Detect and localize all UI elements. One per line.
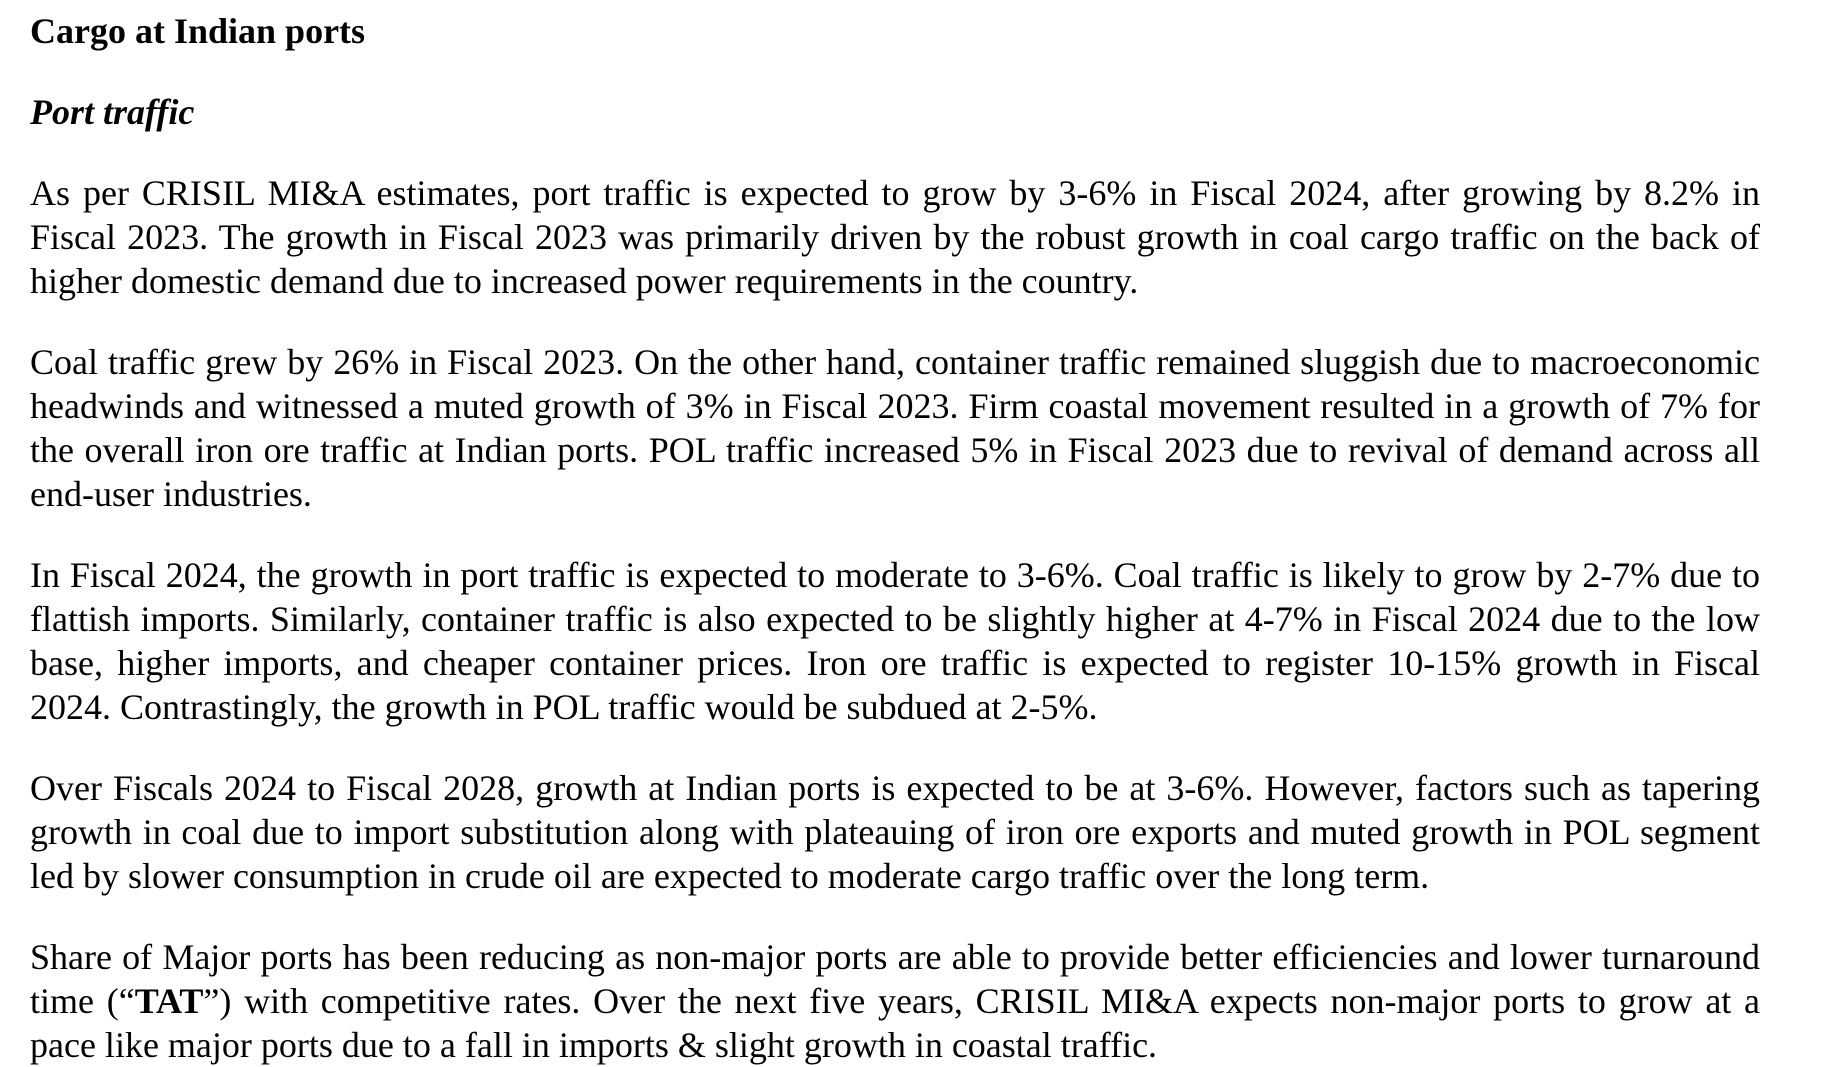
- paragraph-5-text-end: ”) with competitive rates. Over the next five years, CRISIL MI&A expects non-major ports to grow at a pace like major ports due to a fall in imports & slight growth in coastal traffic.: [30, 981, 1761, 1065]
- paragraph-2: Coal traffic grew by 26% in Fiscal 2023. On the other hand, container traffic remained sluggish due to macroeconomic headwinds and witnessed a muted growth of 3% in Fiscal 2023. Firm coastal movement resulted in a growth of 7% for the overall iron ore traffic at Indian ports. POL traffic increased 5% in Fiscal 2023 due to revival of demand across all end-user industries.: [30, 342, 1760, 514]
- paragraph-5-text-start: Share of Major ports has been reducing as non-major ports are able to provide better efficiencies and lower turnaround time (“: [30, 937, 1760, 1021]
- paragraph-3: In Fiscal 2024, the growth in port traffic is expected to moderate to 3-6%. Coal traffic is likely to grow by 2-7% due to flattish imports. Similarly, container traffic is also expected to be slightly higher at 4-7% in Fiscal 2024 due to the low base, higher imports, and cheaper container prices. Iron ore traffic is expected to register 10-15% growth in Fiscal 2024. Contrastingly, the growth in POL traffic would be subdued at 2-5%.: [30, 555, 1760, 727]
- tat-abbreviation: TAT: [134, 981, 204, 1021]
- document-title: Cargo at Indian ports: [30, 11, 366, 51]
- paragraph-4: Over Fiscals 2024 to Fiscal 2028, growth at Indian ports is expected to be at 3-6%. However, factors such as tapering growth in coal due to import substitution along with plateauing of iron ore exports and muted growth in POL segment led by slower consumption in crude oil are expected to moderate cargo traffic over the long term.: [30, 768, 1760, 896]
- paragraph-5: [30, 935, 1760, 1067]
- paragraph-1: As per CRISIL MI&A estimates, port traffic is expected to grow by 3-6% in Fiscal 2024, after growing by 8.2% in Fiscal 2023. The growth in Fiscal 2023 was primarily driven by the robust growth in coal cargo traffic on the back of higher domestic demand due to increased power requirements in the country.: [30, 173, 1760, 301]
- document-page: [30, 0, 1760, 1067]
- section-title: Port traffic: [30, 92, 195, 132]
